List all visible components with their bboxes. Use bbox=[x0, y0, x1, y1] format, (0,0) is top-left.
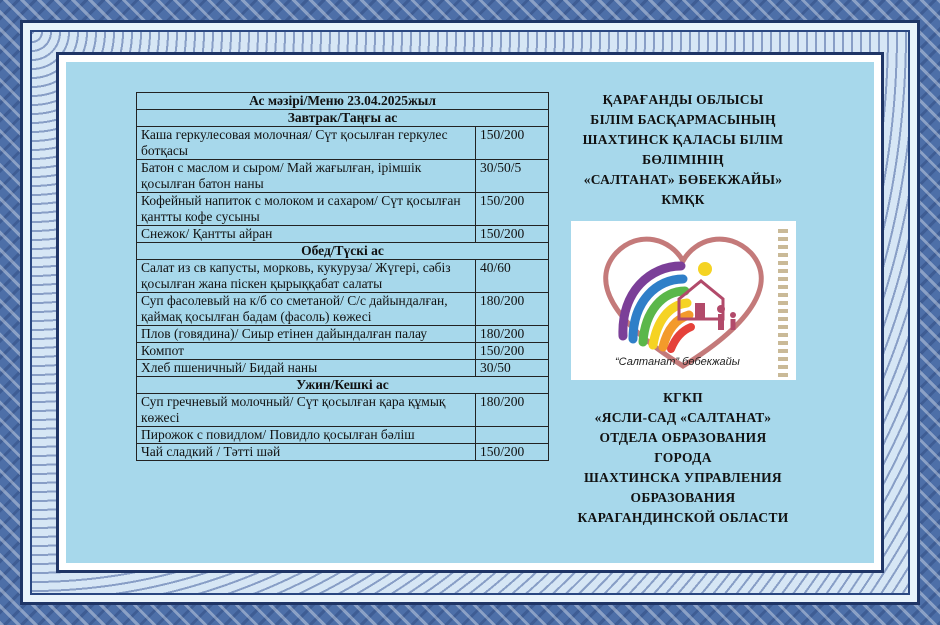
org-ru-line: ОТДЕЛА ОБРАЗОВАНИЯ bbox=[599, 430, 767, 445]
org-ru-line: ШАХТИНСКА УПРАВЛЕНИЯ bbox=[584, 470, 782, 485]
org-kz-line: ҚАРАҒАНДЫ ОБЛЫСЫ bbox=[602, 92, 764, 107]
table-row bbox=[137, 226, 549, 243]
dish-portion: 180/200 bbox=[476, 293, 549, 326]
dish-name: Кофейный напиток с молоком и сахаром/ Сүт қосылған қантты кофе сусыны bbox=[137, 193, 476, 226]
section-lunch: Обед/Түскі ас bbox=[137, 243, 549, 260]
org-kz-line: БӨЛІМІНІҢ bbox=[642, 152, 724, 167]
dish-portion bbox=[476, 427, 549, 444]
table-row bbox=[137, 293, 549, 326]
org-ru-line: КГКП bbox=[663, 390, 703, 405]
dish-portion: 40/60 bbox=[476, 260, 549, 293]
dish-portion: 150/200 bbox=[476, 343, 549, 360]
dish-name: Чай сладкий / Тәтті шәй bbox=[137, 444, 476, 461]
menu-title-row bbox=[137, 93, 549, 110]
table-row bbox=[137, 444, 549, 461]
dish-name: Каша геркулесовая молочная/ Сүт қосылған геркулес ботқасы bbox=[137, 127, 476, 160]
org-name-russian bbox=[560, 388, 806, 528]
dish-portion: 30/50/5 bbox=[476, 160, 549, 193]
org-kz-line: «САЛТАНАТ» БӨБЕКЖАЙЫ» bbox=[583, 172, 783, 187]
dish-name: Суп фасолевый на к/б со сметаной/ С/с дайындалған, қаймақ қосылған бадам (фасоль) көжесі bbox=[137, 293, 476, 326]
dish-name: Плов (говядина)/ Сиыр етінен дайындалған палау bbox=[137, 326, 476, 343]
logo-caption: “Салтанат” бөбекжайы bbox=[615, 356, 740, 368]
org-ru-line: КАРАГАНДИНСКОЙ ОБЛАСТИ bbox=[577, 510, 789, 525]
section-row bbox=[137, 243, 549, 260]
table-row bbox=[137, 394, 549, 427]
org-ru-line: «ЯСЛИ-САД «САЛТАНАТ» bbox=[594, 410, 772, 425]
dish-portion: 150/200 bbox=[476, 226, 549, 243]
dish-portion: 30/50 bbox=[476, 360, 549, 377]
org-ru-line: ГОРОДА bbox=[654, 450, 712, 465]
dish-portion: 150/200 bbox=[476, 444, 549, 461]
table-row bbox=[137, 160, 549, 193]
dish-name: Хлеб пшеничный/ Бидай наны bbox=[137, 360, 476, 377]
kindergarten-logo bbox=[571, 221, 796, 380]
dish-name: Батон с маслом и сыром/ Май жағылған, ірімшік қосылған батон наны bbox=[137, 160, 476, 193]
ornament-strip-icon bbox=[778, 229, 788, 379]
section-row bbox=[137, 110, 549, 127]
menu-title: Ас мәзірі/Меню 23.04.2025жыл bbox=[137, 93, 549, 110]
section-breakfast: Завтрак/Таңғы ас bbox=[137, 110, 549, 127]
org-kz-line: КМҚК bbox=[661, 192, 705, 207]
table-row bbox=[137, 343, 549, 360]
org-name-kazakh bbox=[560, 90, 806, 210]
org-kz-line: ШАХТИНСК ҚАЛАСЫ БІЛІМ bbox=[582, 132, 784, 147]
dish-portion: 150/200 bbox=[476, 193, 549, 226]
table-row bbox=[137, 193, 549, 226]
dish-name: Пирожок с повидлом/ Повидло қосылған бәліш bbox=[137, 427, 476, 444]
table-row bbox=[137, 360, 549, 377]
dish-name: Компот bbox=[137, 343, 476, 360]
table-row bbox=[137, 427, 549, 444]
table-row bbox=[137, 326, 549, 343]
dish-name: Суп гречневый молочный/ Сүт қосылған қара құмық көжесі bbox=[137, 394, 476, 427]
section-row bbox=[137, 377, 549, 394]
table-row bbox=[137, 127, 549, 160]
dish-portion: 150/200 bbox=[476, 127, 549, 160]
dish-name: Салат из св капусты, морковь, кукуруза/ Жүгері, сәбіз қосылған жана піскен қырыққабат салаты bbox=[137, 260, 476, 293]
org-ru-line: ОБРАЗОВАНИЯ bbox=[630, 490, 736, 505]
dish-portion: 180/200 bbox=[476, 394, 549, 427]
table-row bbox=[137, 260, 549, 293]
section-dinner: Ужин/Кешкі ас bbox=[137, 377, 549, 394]
org-kz-line: БІЛІМ БАСҚАРМАСЫНЫҢ bbox=[590, 112, 776, 127]
dish-name: Снежок/ Қантты айран bbox=[137, 226, 476, 243]
menu-table bbox=[136, 92, 549, 461]
dish-portion: 180/200 bbox=[476, 326, 549, 343]
